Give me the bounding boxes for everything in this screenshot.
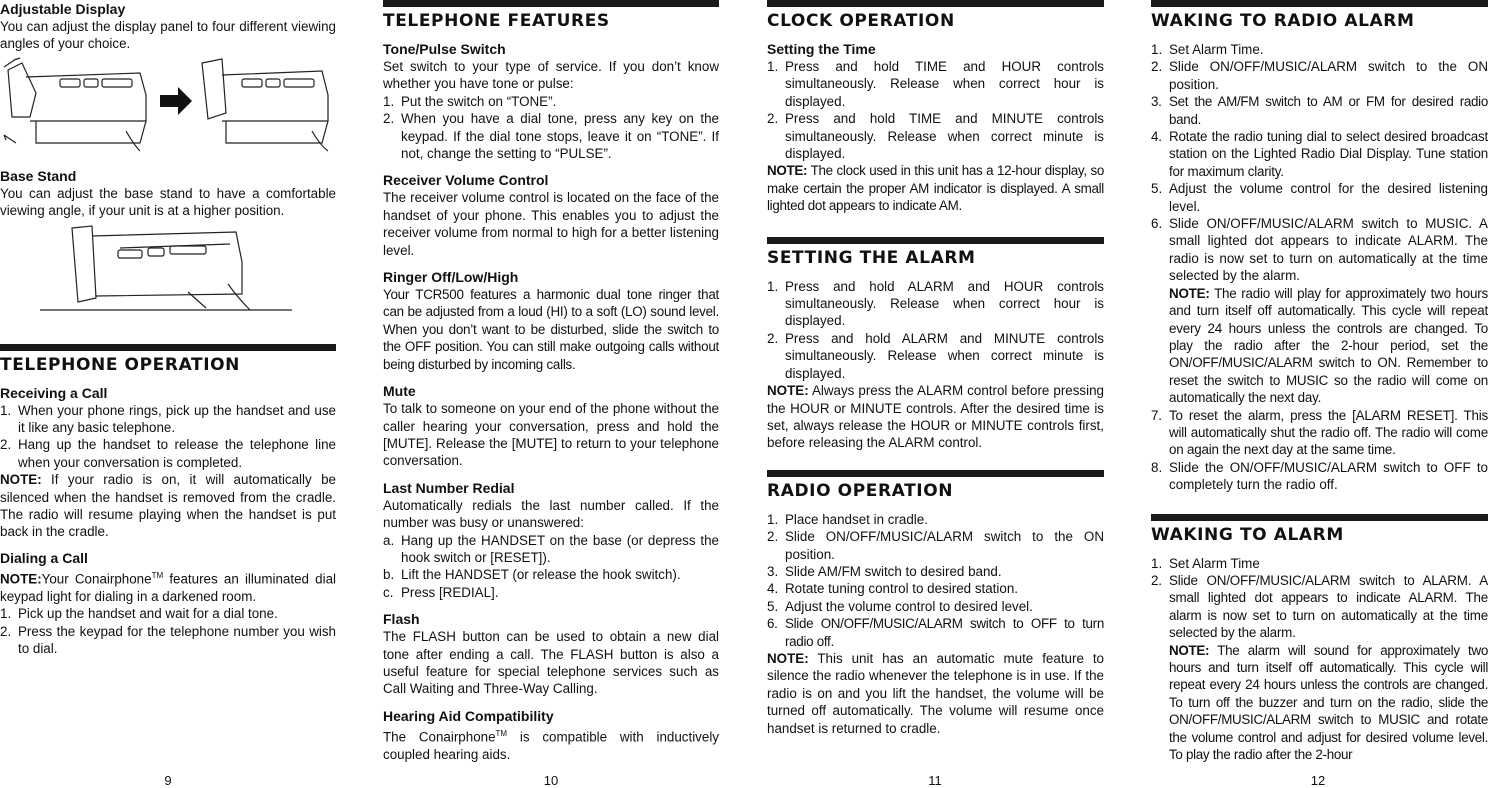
- list-item: c. Press [REDIAL].: [383, 584, 499, 600]
- list-item: 1. Put the switch on “TONE”.: [383, 93, 557, 109]
- list-item: 5. Adjust the volume control to desired level.: [767, 598, 1033, 614]
- setting-alarm-list: [767, 278, 1104, 382]
- list-item: 2. Slide ON/OFF/MUSIC/ALARM switch to the ON position.: [1151, 59, 1488, 92]
- waking-alarm-list: [1151, 555, 1488, 764]
- redial-text: Automatically redials the last number called. If the number was busy or unanswered:: [383, 497, 719, 531]
- arrow-right-icon: [160, 87, 192, 115]
- list-item: 2. Hang up the handset to release the telephone line when your conversation is completed.: [0, 437, 336, 470]
- base-stand-illustration: [0, 222, 336, 322]
- list-item: 7. To reset the alarm, press the [ALARM RESET]. This will automatically shut the radio off. The radio will come on again the next day at the same time.: [1151, 407, 1488, 458]
- telephone-operation-heading: TELEPHONE OPERATION: [0, 354, 241, 375]
- phone-upright-drawing: [202, 59, 328, 151]
- radio-operation-heading: RADIO OPERATION: [767, 480, 954, 501]
- page-number: 10: [543, 773, 559, 788]
- list-item: 2. Press the keypad for the telephone number you wish to dial.: [0, 623, 336, 656]
- setting-time-list: [767, 58, 1104, 162]
- list-item: 6. Slide ON/OFF/MUSIC/ALARM switch to MUSIC. A small lighted dot appears to indicate ALARM. The radio is now set to turn on automatically at the time selected by the alarm. NOTE: The radio will play for approximately two hours and turn itself off automatically. This cycle will repeat every 24 hours unless the controls are changed. To play the radio after the 2-hour period, set the ON/OFF/MUSIC/ALARM switch to ON. Remember to reset the switch to MUSIC so the radio will come on automatically the next day.: [1151, 216, 1488, 406]
- mute-heading: Mute: [383, 383, 416, 400]
- list-item: 1. Set Alarm Time.: [1151, 42, 1264, 57]
- list-item: 1. Press and hold TIME and HOUR controls simultaneously. Release when correct hour is displayed.: [767, 59, 1104, 109]
- list-item: 1. Place handset in cradle.: [767, 511, 928, 527]
- section-rule: [383, 0, 719, 7]
- list-item: 6. Slide ON/OFF/MUSIC/ALARM switch to OFF to turn radio off.: [767, 616, 1104, 649]
- list-item: 3. Set the AM/FM switch to AM or FM for desired radio band.: [1151, 94, 1488, 127]
- receiving-call-heading: Receiving a Call: [0, 384, 108, 401]
- list-item: 2. Slide ON/OFF/MUSIC/ALARM switch to ALARM. A small lighted dot appears to indicate ALARM. The alarm is now set to turn on automatically at the time selected by the alarm. NOTE: The alarm will sound for approximately two hours and turn itself off automatically. This cycle will repeat every 24 hours unless the controls are changed. To turn off the buzzer and turn on the radio, slide the ON/OFF/MUSIC/ALARM switch to MUSIC and rotate the volume control and adjust for desired volume level. To play the radio after the 2-hour: [1151, 572, 1488, 763]
- receiver-volume-heading: Receiver Volume Control: [383, 172, 549, 189]
- dialing-call-note: NOTE:Your Conairphone™ features an illuminated dial keypad light for dialing in a darkened room.: [0, 570, 336, 604]
- list-item: 1. Press and hold ALARM and HOUR controls simultaneously. Release when correct hour is displayed.: [767, 278, 1104, 329]
- phone-on-stand-drawing: [40, 226, 292, 310]
- receiving-call-note: NOTE: If your radio is on, it will automatically be silenced when the handset is removed from the cradle. The radio will resume playing when the handset is put back in the cradle.: [0, 472, 336, 540]
- waking-alarm-heading: WAKING TO ALARM: [1151, 524, 1344, 545]
- section-rule: [1151, 0, 1488, 7]
- list-item: 4. Rotate tuning control to desired station.: [767, 581, 1018, 597]
- section-rule: [767, 0, 1104, 7]
- radio-operation-list: [767, 511, 1104, 650]
- page-12: [1151, 0, 1488, 763]
- setting-time-heading: Setting the Time: [767, 41, 876, 57]
- setting-alarm-heading: SETTING THE ALARM: [767, 247, 976, 268]
- dialing-call-list: [0, 605, 336, 657]
- mute-text: To talk to someone on your end of the phone without the caller hearing your conversation, press and hold the [MUTE]. Release the [MUTE] to return to your telephone conversation.: [383, 401, 719, 469]
- list-item: 1. When your phone rings, pick up the handset and use it like any basic telephone.: [0, 402, 336, 436]
- list-item: a. Hang up the HANDSET on the base (or depress the hook switch or [RESET]).: [383, 532, 719, 565]
- page-number: 11: [928, 773, 942, 788]
- clock-note: NOTE: The clock used in this unit has a 12-hour display, so make certain the proper AM indicator is displayed. A small lighted dot appears to indicate AM.: [767, 163, 1104, 214]
- flash-heading: Flash: [383, 611, 420, 628]
- receiving-call-list: [0, 402, 336, 472]
- tone-pulse-heading: Tone/Pulse Switch: [383, 41, 506, 57]
- flash-text: The FLASH button can be used to obtain a new dial tone after ending a call. The FLASH button is also a useful feature for special telephone services such as Call Waiting and Three-Way Calling.: [383, 629, 719, 697]
- telephone-features-heading: TELEPHONE FEATURES: [383, 11, 610, 31]
- radio-note: NOTE: This unit has an automatic mute feature to silence the radio whenever the telephone is in use. If the radio is on and you lift the handset, the volume will be turned off automatically. The volume will resume once handset is returned to cradle.: [767, 650, 1104, 736]
- tone-pulse-text: Set switch to your type of service. If you don’t know whether you have tone or pulse:: [383, 59, 719, 92]
- display-angle-illustration: [0, 55, 336, 155]
- list-item: 2. Press and hold TIME and MINUTE controls simultaneously. Release when correct minute is displayed.: [767, 111, 1104, 162]
- list-item: b. Lift the HANDSET (or release the hook switch).: [383, 567, 681, 583]
- page-number: 9: [164, 773, 172, 788]
- adjustable-display-text: You can adjust the display panel to four different viewing angles of your choice.: [0, 19, 336, 52]
- alarm-note: NOTE: Always press the ALARM control before pressing the HOUR or MINUTE controls. After the desired time is set, always release the HOUR or MINUTE controls first, before releasing the ALARM control.: [767, 383, 1104, 451]
- page-10: [383, 0, 719, 763]
- section-rule: [1151, 514, 1488, 521]
- hearing-aid-text: The Conairphone™ is compatible with inductively coupled hearing aids.: [383, 728, 719, 762]
- list-item: 2. Press and hold ALARM and MINUTE controls simultaneously. Release when correct minute is displayed.: [767, 330, 1104, 381]
- dialing-call-heading: Dialing a Call: [0, 549, 88, 566]
- redial-list: [383, 532, 719, 602]
- waking-radio-alarm-heading: WAKING TO RADIO ALARM: [1151, 11, 1415, 31]
- ringer-heading: Ringer Off/Low/High: [383, 269, 519, 286]
- list-item: 1. Pick up the handset and wait for a dial tone.: [0, 606, 278, 622]
- list-item: 2. When you have a dial tone, press any key on the keypad. If the dial tone stops, leave it on “TONE”. If not, change the setting to “PULSE”.: [383, 111, 719, 162]
- base-stand-text: You can adjust the base stand to have a comfortable viewing angle, if your unit is at a higher position.: [0, 185, 336, 219]
- list-item: 4. Rotate the radio tuning dial to select desired broadcast station on the Lighted Radio Dial Display. Tune station for maximum clarity.: [1151, 129, 1488, 179]
- clock-operation-heading: CLOCK OPERATION: [767, 11, 955, 31]
- list-item: 3. Slide AM/FM switch to desired band.: [767, 563, 1002, 579]
- section-rule: [0, 344, 336, 351]
- list-item: 2. Slide ON/OFF/MUSIC/ALARM switch to the ON position.: [767, 529, 1104, 562]
- tone-pulse-list: [383, 93, 719, 163]
- list-item: 1. Set Alarm Time: [1151, 555, 1260, 571]
- adjustable-display-heading: Adjustable Display: [0, 1, 126, 17]
- page-11: [767, 0, 1104, 737]
- radio-alarm-note: NOTE: The radio will play for approximately two hours and turn itself off automatically. This cycle will repeat every 24 hours unless the controls are changed. To play the radio after the 2-hour period, set the ON/OFF/MUSIC/ALARM switch to ON. Remember to reset the switch to MUSIC so the radio will come on automatically the next day.: [1169, 285, 1488, 406]
- ringer-text: Your TCR500 features a harmonic dual tone ringer that can be adjusted from a loud (HI) to a soft (LO) sound level. When you don’t want to be disturbed, slide the switch to the OFF position. You can still make outgoing calls without being disturbed by incoming calls.: [383, 287, 719, 372]
- hearing-aid-heading: Hearing Aid Compatibility: [383, 707, 554, 724]
- redial-heading: Last Number Redial: [383, 479, 515, 496]
- section-rule: [767, 470, 1104, 477]
- section-rule: [767, 237, 1104, 244]
- receiver-volume-text: The receiver volume control is located on the face of the handset of your phone. This enables you to adjust the receiver volume from normal to high for a better listening level.: [383, 190, 719, 258]
- waking-alarm-note: NOTE: The alarm will sound for approximately two hours and turn itself off automatically. This cycle will repeat every 24 hours unless the controls are changed. To turn off the buzzer and turn on the radio, slide the ON/OFF/MUSIC/ALARM switch to MUSIC and rotate the volume control and adjust for desired volume level. To play the radio after the 2-hour: [1169, 642, 1488, 763]
- page-9: [0, 0, 336, 657]
- list-item: 8. Slide the ON/OFF/MUSIC/ALARM switch to OFF to completely turn the radio off.: [1151, 459, 1488, 493]
- waking-radio-alarm-list: [1151, 41, 1488, 494]
- page-number: 12: [1310, 773, 1326, 788]
- list-item: 5. Adjust the volume control for the desired listening level.: [1151, 181, 1488, 214]
- base-stand-heading: Base Stand: [0, 167, 77, 184]
- phone-tilted-drawing: [4, 58, 146, 151]
